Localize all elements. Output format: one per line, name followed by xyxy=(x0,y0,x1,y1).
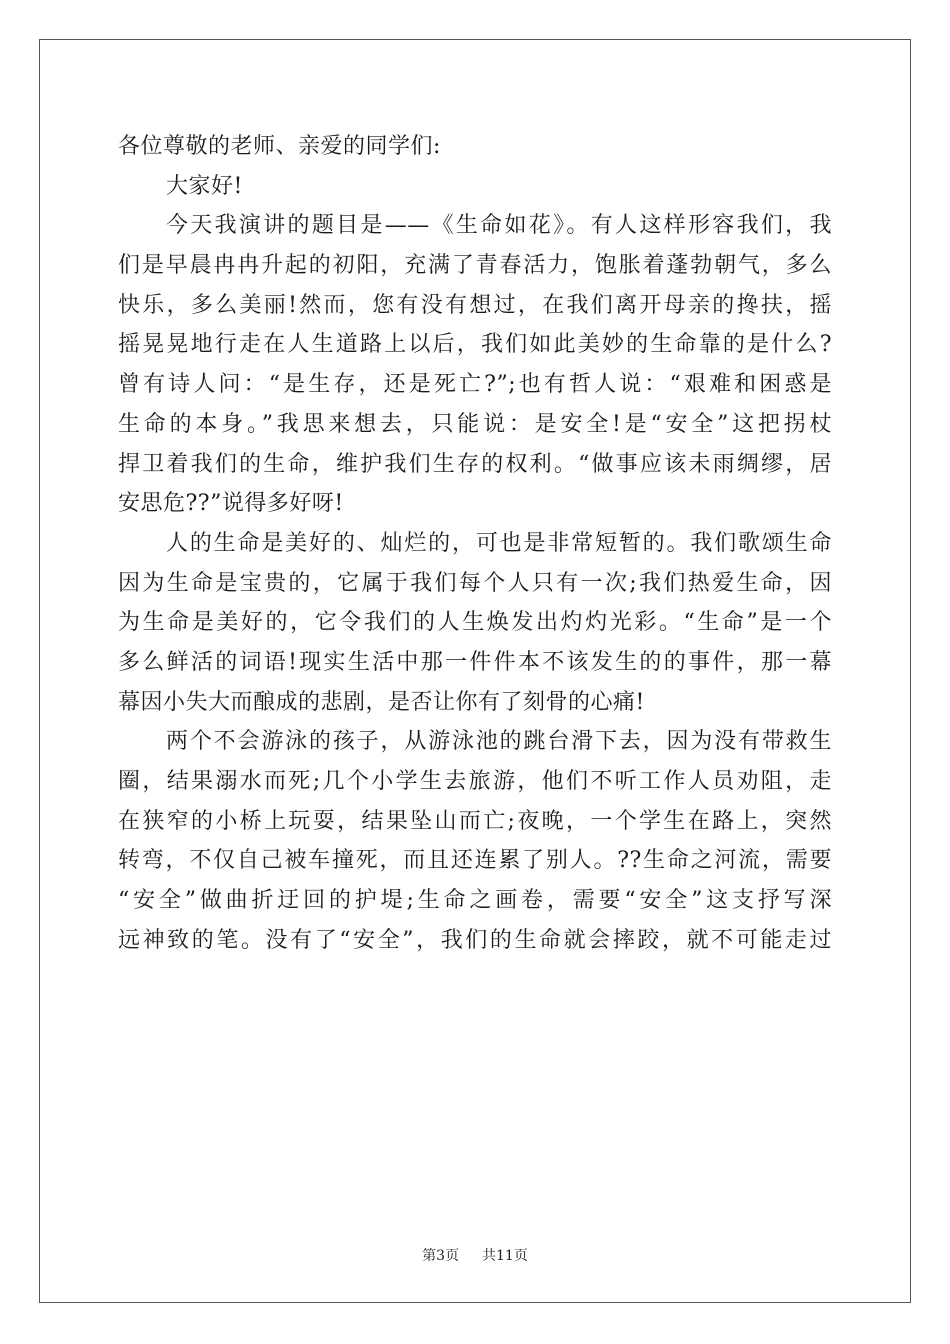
text-line: 曾有诗人问：“是生存，还是死亡?”;也有哲人说：“艰难和困惑是 xyxy=(118,372,832,398)
text-line: “安全”做曲折迂回的护堤;生命之画卷，需要“安全”这支抒写深 xyxy=(118,888,832,914)
text-line: 在狭窄的小桥上玩耍，结果坠山而亡;夜晚，一个学生在路上，突然 xyxy=(118,808,832,834)
text-line: 捍卫着我们的生命，维护我们生存的权利。“做事应该未雨绸缪，居 xyxy=(118,451,832,477)
text-line: 们是早晨冉冉升起的初阳，充满了青春活力，饱胀着蓬勃朝气，多么 xyxy=(118,253,832,279)
text-line: 多么鲜活的词语!现实生活中那一件件本不该发生的的事件，那一幕 xyxy=(118,649,832,675)
text-line: 快乐，多么美丽!然而，您有没有想过，在我们离开母亲的搀扶，摇 xyxy=(118,292,832,318)
text-line: 因为生命是宝贵的，它属于我们每个人只有一次;我们热爱生命，因 xyxy=(118,570,832,596)
paragraph-3 xyxy=(118,722,832,960)
salutation: 各位尊敬的老师、亲爱的同学们: xyxy=(118,134,441,159)
text-line: 摇晃晃地行走在人生道路上以后，我们如此美妙的生命靠的是什么? xyxy=(118,332,832,358)
text-line: 人的生命是美好的、灿烂的，可也是非常短暂的。我们歌颂生命 xyxy=(166,530,832,556)
page-number-current: 第3页 xyxy=(422,1248,460,1264)
text-line: 安思危??”说得多好呀! xyxy=(118,491,344,517)
paragraph-2 xyxy=(118,524,832,722)
text-line: 两个不会游泳的孩子，从游泳池的跳台滑下去，因为没有带救生 xyxy=(166,729,832,755)
page-footer xyxy=(0,1245,950,1265)
page-number-total: 共11页 xyxy=(482,1248,528,1264)
text-line: 为生命是美好的，它令我们的人生焕发出灼灼光彩。“生命”是一个 xyxy=(118,610,832,636)
document-body xyxy=(118,127,832,960)
text-line: 圈，结果溺水而死;几个小学生去旅游，他们不听工作人员劝阻，走 xyxy=(118,769,832,794)
text-line: 远神致的笔。没有了“安全”，我们的生命就会摔跤，就不可能走过 xyxy=(118,927,832,953)
text-line: 幕因小失大而酿成的悲剧，是否让你有了刻骨的心痛! xyxy=(118,689,645,715)
greeting: 大家好! xyxy=(166,173,243,199)
paragraph-1 xyxy=(118,206,832,524)
text-line: 转弯，不仅自己被车撞死，而且还连累了别人。??生命之河流，需要 xyxy=(118,848,832,874)
text-line: 生命的本身。”我思来想去，只能说：是安全!是“安全”这把拐杖 xyxy=(118,411,832,437)
text-line: 今天我演讲的题目是——《生命如花》。有人这样形容我们，我 xyxy=(166,213,832,239)
